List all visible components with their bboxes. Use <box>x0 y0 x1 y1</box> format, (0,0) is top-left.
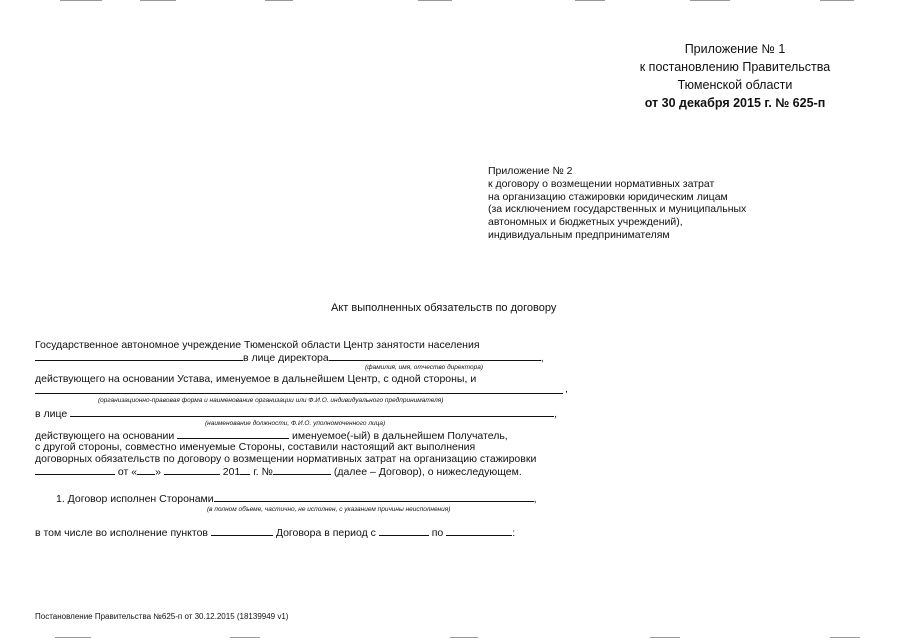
blank-field <box>35 351 243 361</box>
contract-number-field <box>273 465 331 475</box>
date-open-quote: от « <box>117 466 138 478</box>
number-label: г. № <box>253 466 273 478</box>
hereinafter-contract: (далее – Договор), о нижеследующем. <box>333 466 522 478</box>
representative-field <box>70 407 554 417</box>
scan-edge-mark <box>820 0 854 1</box>
scan-edge-mark <box>690 0 730 1</box>
body-line-4: в лице , <box>35 408 558 420</box>
day-field <box>137 465 155 475</box>
scan-edge-mark <box>418 0 452 1</box>
item-1-text: 1. Договор исполнен Сторонами <box>56 493 214 505</box>
scan-edge-mark <box>55 637 91 638</box>
body-line-2: в лице директора , <box>35 351 544 364</box>
hereinafter-recipient: именуемое(-ый) в дальнейшем Получатель, <box>292 430 508 442</box>
in-person-of: в лице <box>35 408 68 420</box>
in-person-of-director: в лице директора <box>243 352 329 364</box>
appendix-2-line: к договору о возмещении нормативных затрат <box>488 177 715 190</box>
hint-director: (фамилия, имя, отчество директора) <box>365 364 484 371</box>
appendix-2-line: Приложение № 2 <box>488 165 573 177</box>
date-close-quote: » <box>155 466 161 478</box>
scan-edge-mark <box>265 0 293 1</box>
year-field <box>240 465 250 475</box>
body-line-1: Государственное автономное учреждение Тюменской области Центр занятости населения <box>35 339 480 351</box>
appendix-2-header <box>488 165 746 242</box>
year-prefix: 201 <box>222 466 241 478</box>
contract-prefix-field <box>35 465 115 475</box>
appendix-1-title: Приложение № 1 <box>684 42 786 56</box>
scan-edge-mark <box>650 637 680 638</box>
scan-edge-mark <box>575 0 605 1</box>
comma: , <box>565 383 568 395</box>
month-field <box>164 465 220 475</box>
director-name-field <box>329 351 541 361</box>
points-field <box>211 526 273 536</box>
appendix-2-line: автономных и бюджетных учреждений), <box>488 216 683 229</box>
period-end-field <box>446 526 512 536</box>
body-line-9: в том числе во исполнение пунктов Договора в период с по : <box>35 527 516 539</box>
appendix-1-header <box>600 40 870 112</box>
hint-organization: (организационно-правовая форма и наименование организации или Ф.И.О. индивидуального предпринимателя) <box>98 397 444 404</box>
scan-edge-mark <box>60 0 102 1</box>
appendix-2-line: (за исключением государственных и муниципальных <box>488 203 747 216</box>
appendix-1-ref: к постановлению Правительства <box>639 60 831 74</box>
acting-on-basis: действующего на основании <box>35 430 175 442</box>
scan-edge-mark <box>230 637 260 638</box>
body-line-8 <box>35 465 522 478</box>
hint-representative: (наименование должности, Ф.И.О. уполномоченного лица) <box>205 420 386 427</box>
basis-field <box>177 429 289 439</box>
body-line-7: договорных обязательств по договору о возмещении нормативных затрат на организацию стажировки <box>35 453 537 465</box>
scan-edge-mark <box>140 0 176 1</box>
period-start-field <box>379 526 429 536</box>
scan-edge-mark <box>450 637 478 638</box>
period-from: Договора в период с <box>275 527 376 539</box>
act-title: Акт выполненных обязательств по договору <box>331 302 557 314</box>
appendix-1-date: от 30 декабря 2015 г. № 625-п <box>644 96 826 110</box>
appendix-1-region: Тюменской области <box>677 78 793 92</box>
organization-field <box>35 384 563 394</box>
appendix-2-line: на организацию стажировки юридическим лицам <box>488 190 728 203</box>
body-line-6: с другой стороны, совместно именуемые Стороны, составили настоящий акт выполнения <box>35 441 476 453</box>
scan-edge-mark <box>830 637 860 638</box>
including-points: в том числе во исполнение пунктов <box>35 527 208 539</box>
hint-item-1: (в полном объеме, частично, не исполнен, с указанием причины неисполнения) <box>207 506 451 513</box>
appendix-2-line: индивидуальным предпринимателям <box>488 228 670 241</box>
body-line-3: действующего на основании Устава, именуемое в дальнейшем Центр, с одной стороны, и <box>35 373 477 385</box>
execution-status-field <box>214 492 534 502</box>
period-to: по <box>431 527 444 539</box>
footer-reference: Постановление Правительства №625-п от 30.12.2015 (18139949 v1) <box>35 612 289 621</box>
item-1: 1. Договор исполнен Сторонами , <box>56 493 537 505</box>
